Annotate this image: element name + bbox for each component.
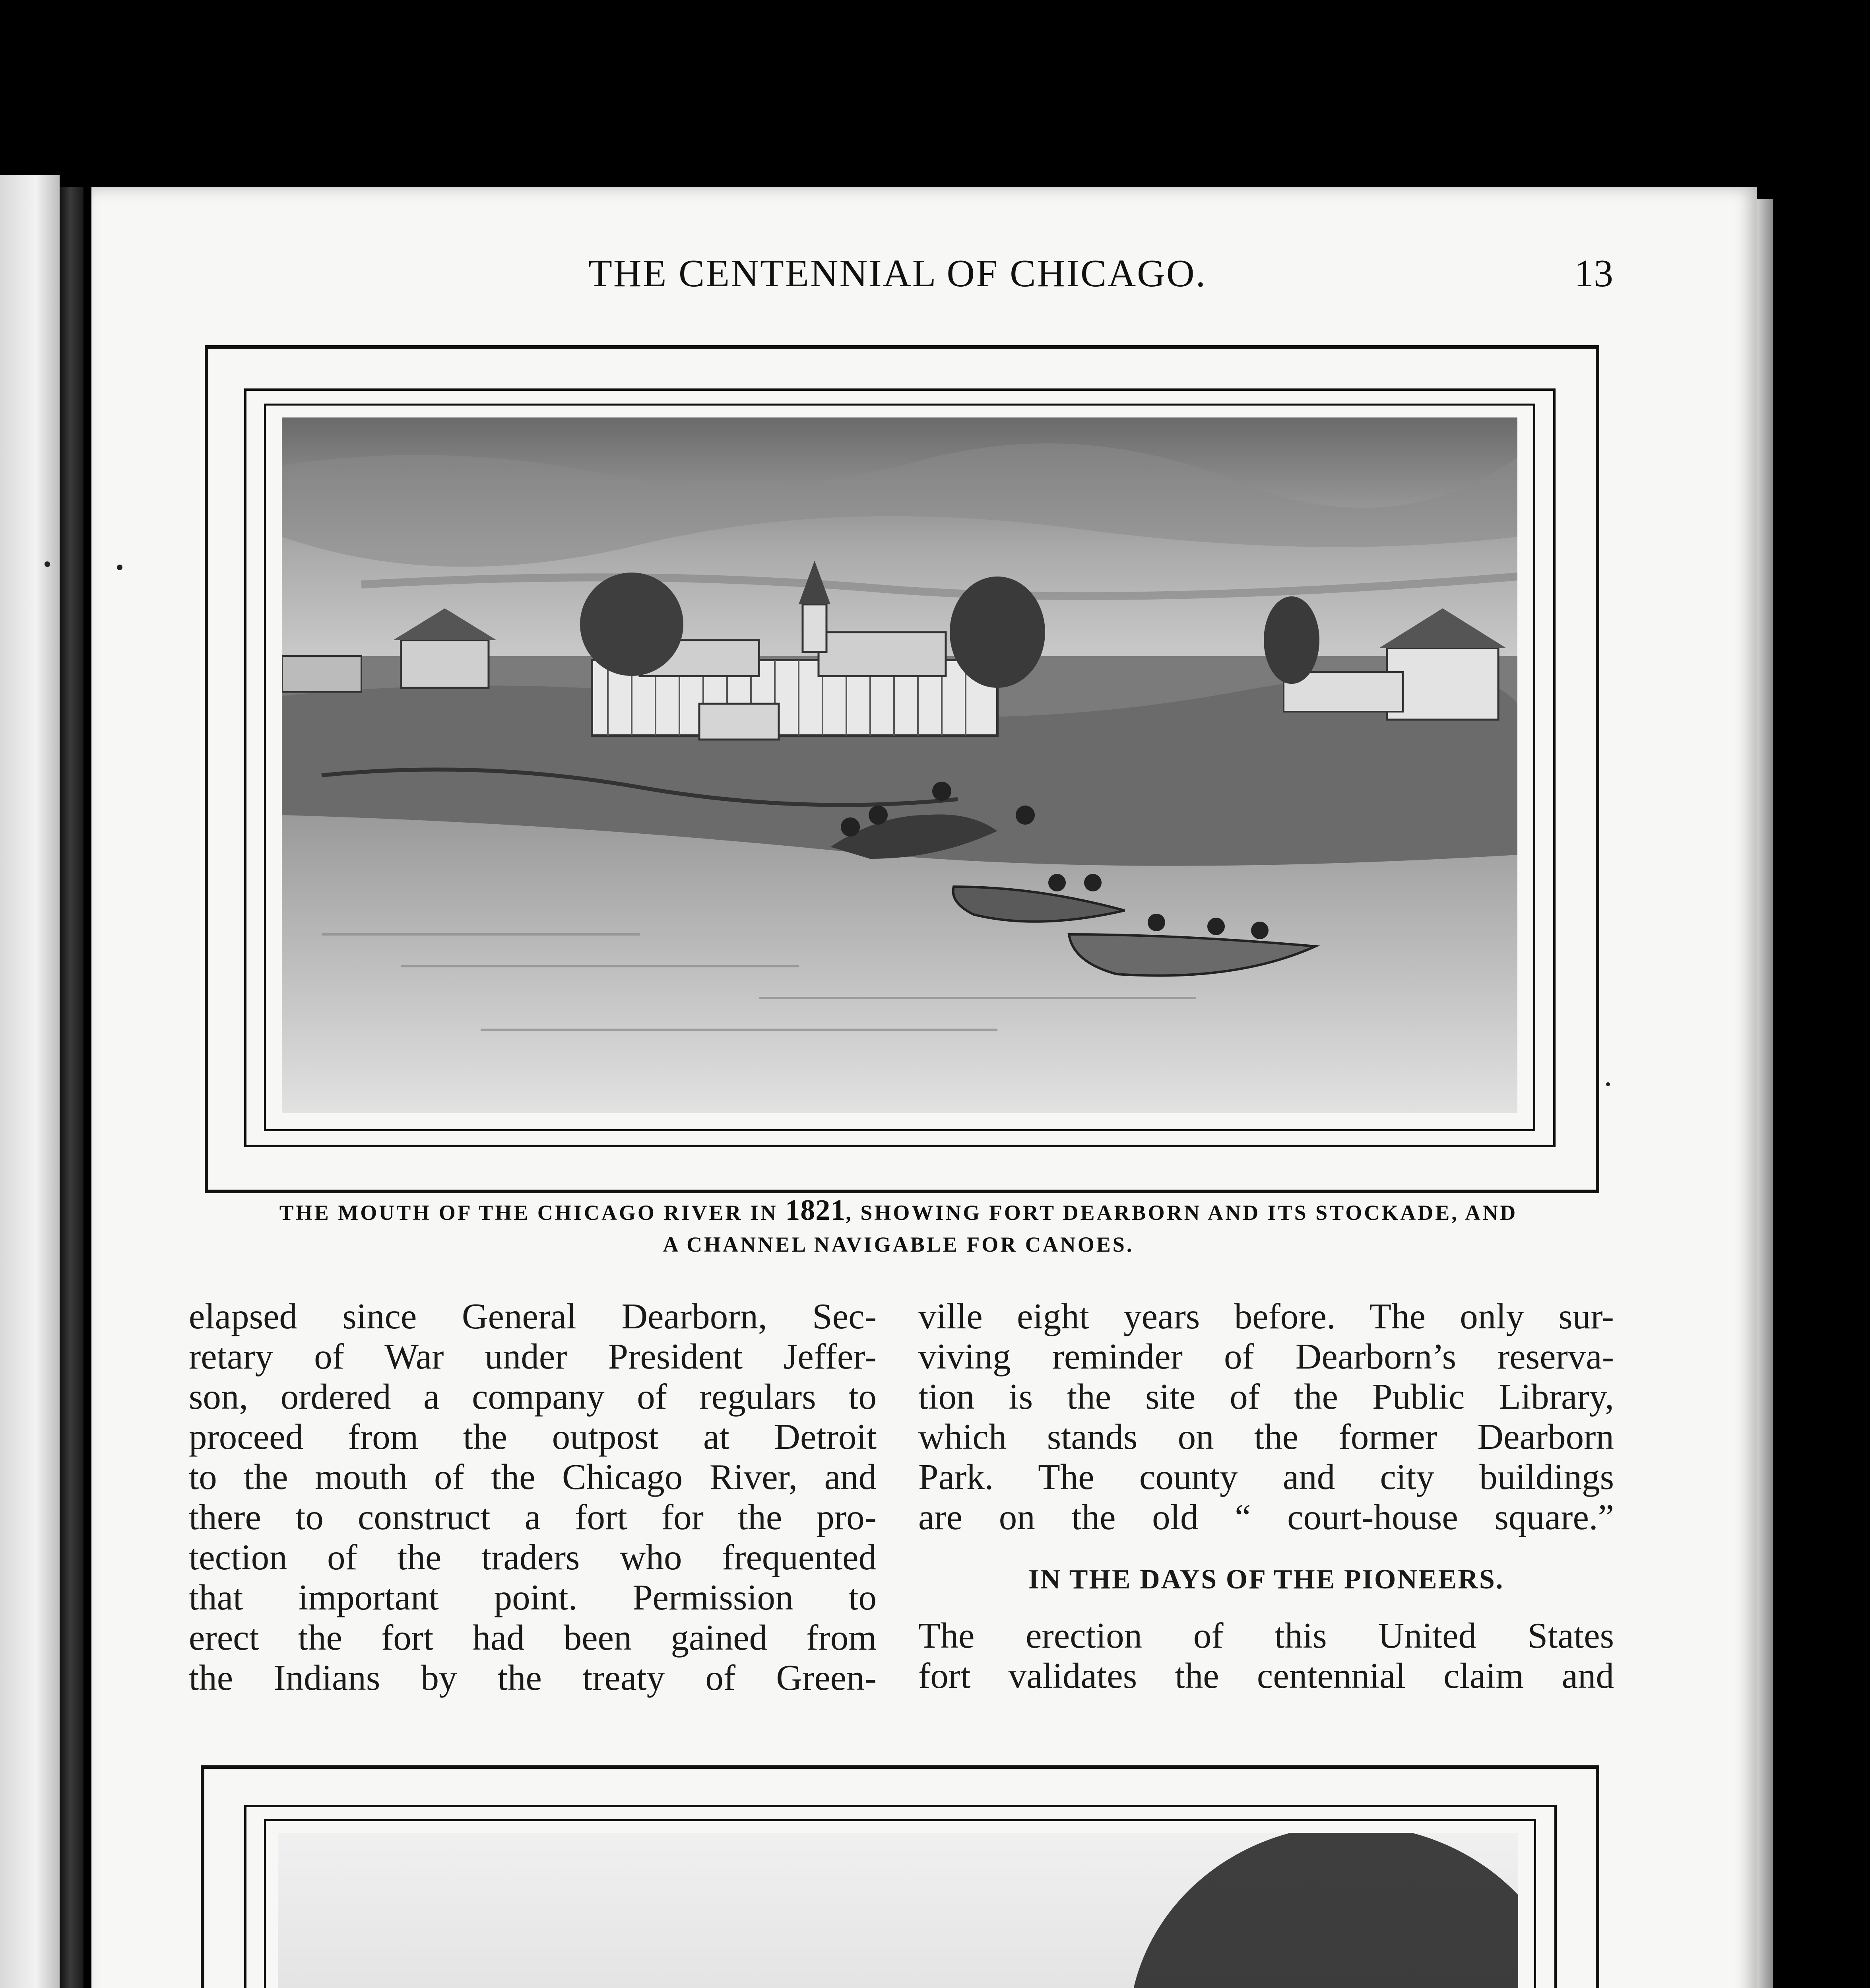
left-text-column	[189, 1296, 877, 1698]
figure-1-plate	[205, 345, 1599, 1193]
page-edge-shadow	[1757, 199, 1773, 1988]
margin-mark	[117, 565, 122, 570]
figure-1-picture-border	[264, 404, 1535, 1131]
section-heading: IN THE DAYS OF THE PIONEERS.	[1028, 1564, 1504, 1595]
figure-1-inner-border	[244, 388, 1556, 1147]
figure-2-picture-border	[264, 1819, 1536, 1988]
figure-1-year: 1821	[785, 1194, 846, 1227]
text-line: viving reminder of Dearborn’s reserva-	[918, 1336, 1614, 1376]
figure-2-plate	[201, 1765, 1599, 1988]
text-line: that important point. Permission to	[189, 1577, 877, 1617]
running-title: THE CENTENNIAL OF CHICAGO.	[588, 252, 1207, 295]
text-line: son, ordered a company of regulars to	[189, 1376, 877, 1417]
running-header	[0, 251, 1870, 295]
facing-page-edge	[0, 175, 60, 1988]
text-line: tion is the site of the Public Library,	[918, 1376, 1614, 1417]
text-line: which stands on the former Dearborn	[918, 1417, 1614, 1457]
text-line: proceed from the outpost at Detroit	[189, 1417, 877, 1457]
text-line: Park. The county and city buildings	[918, 1457, 1614, 1497]
figure-1-caption-text: THE MOUTH OF THE CHICAGO RIVER IN	[279, 1201, 786, 1225]
text-line: fort validates the centennial claim and	[918, 1656, 1614, 1696]
figure-1-caption	[191, 1194, 1606, 1260]
margin-mark	[45, 561, 50, 567]
figure-1-engraving-fort-dearborn	[282, 417, 1517, 1113]
text-line: elapsed since General Dearborn, Sec-	[189, 1296, 877, 1336]
book-spine	[60, 187, 83, 1988]
text-line: there to construct a fort for the pro-	[189, 1497, 877, 1537]
text-line: tection of the traders who frequented	[189, 1537, 877, 1577]
figure-2-photograph-river-1903	[278, 1833, 1518, 1988]
text-line: to the mouth of the Chicago River, and	[189, 1457, 877, 1497]
figure-2-inner-border	[244, 1805, 1557, 1988]
margin-mark	[1606, 1082, 1610, 1086]
text-line: are on the old “ court-house square.”	[918, 1497, 1614, 1537]
text-line: retary of War under President Jeffer-	[189, 1336, 877, 1376]
page-number: 13	[1574, 252, 1613, 295]
text-line: The erection of this United States	[918, 1615, 1614, 1656]
figure-1-caption-text-rest: , SHOWING FORT DEARBORN AND ITS STOCKADE, AND	[846, 1201, 1518, 1225]
text-line: the Indians by the treaty of Green-	[189, 1658, 877, 1698]
text-line: erect the fort had been gained from	[189, 1617, 877, 1658]
text-line: ville eight years before. The only sur-	[918, 1296, 1614, 1336]
figure-1-caption-line2: A CHANNEL NAVIGABLE FOR CANOES.	[663, 1233, 1134, 1256]
right-text-column	[918, 1296, 1614, 1696]
